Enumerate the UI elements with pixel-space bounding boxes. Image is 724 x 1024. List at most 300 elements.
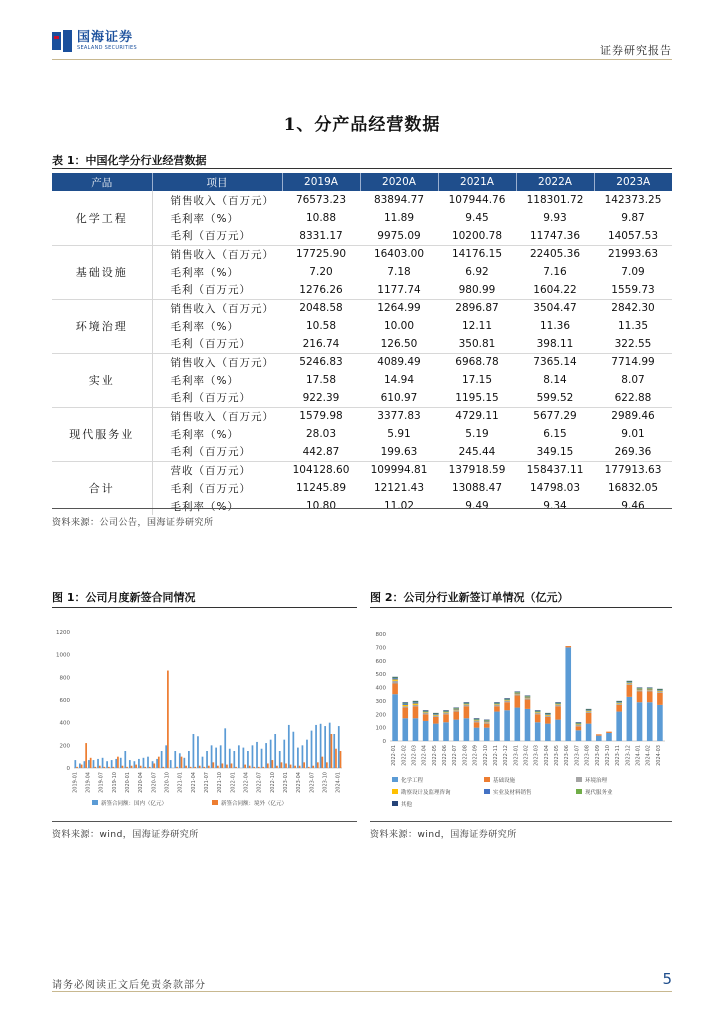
item-cell: 销售收入（百万元）	[152, 353, 282, 371]
product-group-cell: 合计	[52, 461, 152, 515]
stacked-bar-segment	[596, 736, 602, 741]
stacked-bar-segment	[525, 696, 531, 697]
stacked-bar-segment	[392, 681, 398, 684]
bar-overseas	[235, 767, 237, 768]
stacked-bar-segment	[657, 705, 663, 741]
bar-overseas	[303, 762, 305, 768]
stacked-bar-segment	[443, 714, 449, 722]
stacked-bar-segment	[443, 713, 449, 714]
stacked-bar-segment	[443, 722, 449, 741]
table-row	[52, 407, 672, 425]
item-cell: 毛利率（%）	[170, 428, 239, 441]
table-header-cell: 项目	[152, 173, 282, 191]
stacked-bar-segment	[474, 720, 480, 721]
logo-mark-icon	[52, 30, 72, 52]
bar-domestic	[124, 751, 126, 768]
table-row	[52, 299, 672, 317]
x-tick-label: 2022-04	[421, 745, 428, 766]
product-group-cell: 化学工程	[52, 191, 152, 245]
bar-domestic	[256, 742, 258, 768]
stacked-bar-segment	[586, 710, 592, 711]
bar-domestic	[179, 753, 181, 768]
bar-domestic	[233, 751, 235, 768]
x-tick-label: 2023-03	[533, 745, 540, 766]
x-tick-label: 2024-02	[645, 745, 652, 766]
bar-domestic	[333, 734, 335, 768]
stacked-bar-segment	[484, 720, 490, 721]
bar-overseas	[158, 757, 160, 768]
bar-overseas	[99, 766, 101, 768]
value-cell: 2842.30	[594, 299, 672, 317]
item-cell: 毛利（百万元）	[170, 446, 251, 459]
x-tick-label: 2020-10	[164, 772, 171, 793]
legend-swatch	[576, 789, 582, 794]
bar-overseas	[190, 767, 192, 768]
y-tick-label: 600	[59, 698, 70, 704]
stacked-bar-segment	[647, 690, 653, 691]
value-cell: 8.07	[621, 374, 645, 386]
stacked-bar-segment	[494, 712, 500, 741]
bar-domestic	[238, 745, 240, 768]
industry-orders-chart	[370, 614, 672, 818]
figure1-title-divider	[52, 607, 357, 608]
legend-swatch	[392, 801, 398, 806]
item-cell: 毛利（百万元）	[170, 284, 251, 297]
x-tick-label: 2023-04	[296, 772, 303, 793]
stacked-bar-segment	[453, 709, 459, 710]
stacked-bar-segment	[494, 704, 500, 705]
x-tick-label: 2023-01	[513, 745, 520, 766]
value-cell: 2989.46	[594, 407, 672, 425]
stacked-bar-segment	[647, 702, 653, 741]
bar-domestic	[111, 760, 113, 768]
stacked-bar-segment	[423, 721, 429, 741]
value-cell: 980.99	[458, 283, 496, 296]
stacked-bar-segment	[453, 708, 459, 709]
x-tick-label: 2020-01	[124, 772, 131, 793]
bar-domestic	[338, 726, 340, 768]
stacked-bar-segment	[525, 698, 531, 699]
value-cell: 216.74	[302, 337, 340, 350]
x-tick-label: 2020-04	[138, 772, 145, 793]
stacked-bar-segment	[433, 714, 439, 715]
product-group-cell: 基础设施	[52, 245, 152, 299]
value-cell: 10.00	[383, 320, 415, 332]
bar-domestic	[84, 761, 86, 768]
stacked-bar-segment	[616, 703, 622, 704]
stacked-bar-segment	[657, 693, 663, 705]
stacked-bar-segment	[423, 711, 429, 712]
bar-overseas	[94, 767, 96, 768]
bar-overseas	[285, 763, 287, 768]
stacked-bar-segment	[616, 702, 622, 703]
table-row	[52, 245, 672, 263]
x-tick-label: 2022-07	[256, 772, 263, 793]
stacked-bar-segment	[433, 713, 439, 714]
x-tick-label: 2021-10	[217, 772, 224, 793]
table-header-cell: 2022A	[516, 173, 594, 191]
value-cell: 9.34	[543, 500, 567, 512]
table-header-cell: 2019A	[282, 173, 360, 191]
stacked-bar-segment	[576, 724, 582, 725]
bar-overseas	[253, 767, 255, 768]
product-group-cell: 现代服务业	[52, 407, 152, 461]
x-tick-label: 2023-07	[309, 772, 316, 793]
stacked-bar-segment	[402, 703, 408, 704]
stacked-bar-segment	[423, 712, 429, 713]
bar-domestic	[197, 736, 199, 768]
stacked-bar-segment	[494, 702, 500, 703]
footer-divider	[52, 991, 672, 992]
stacked-bar-segment	[586, 711, 592, 712]
value-cell: 1177.74	[377, 283, 421, 296]
y-tick-label: 600	[375, 658, 386, 665]
stacked-bar-segment	[535, 712, 541, 713]
table-source: 资料来源：公司公告，国海证券研究所	[52, 518, 214, 528]
stacked-bar-segment	[586, 709, 592, 710]
stacked-bar-segment	[453, 710, 459, 711]
stacked-bar-segment	[392, 677, 398, 678]
bar-overseas	[113, 767, 115, 768]
stacked-bar-segment	[504, 699, 510, 700]
x-tick-label: 2019-10	[111, 772, 118, 793]
value-cell: 109994.81	[360, 461, 438, 479]
stacked-bar-segment	[616, 704, 622, 705]
bar-overseas	[203, 767, 205, 768]
value-cell: 599.52	[536, 391, 574, 404]
bar-overseas	[299, 766, 301, 768]
stacked-bar-segment	[443, 712, 449, 713]
stacked-bar-segment	[443, 712, 449, 713]
stacked-bar-segment	[464, 705, 470, 706]
bar-domestic	[329, 723, 331, 768]
legend-label: 环境治理	[585, 778, 608, 784]
stacked-bar-segment	[535, 710, 541, 711]
bar-domestic	[120, 758, 122, 768]
bar-overseas	[162, 767, 164, 768]
stacked-bar-segment	[474, 722, 480, 727]
stacked-bar-segment	[616, 712, 622, 741]
stacked-bar-segment	[525, 698, 531, 699]
stacked-bar-segment	[545, 717, 551, 724]
bar-overseas	[90, 758, 92, 768]
value-cell: 11.35	[617, 320, 649, 332]
bar-domestic	[188, 751, 190, 768]
bar-domestic	[243, 748, 245, 768]
bar-domestic	[147, 757, 149, 768]
bar-domestic	[302, 745, 304, 768]
value-cell: 11.89	[383, 212, 415, 224]
item-cell: 销售收入（百万元）	[152, 245, 282, 263]
value-cell: 349.15	[536, 445, 574, 458]
value-cell: 1195.15	[455, 391, 499, 404]
bar-domestic	[283, 740, 285, 768]
footer-disclaimer: 请务必阅读正文后免责条款部分	[52, 980, 206, 991]
bar-overseas	[167, 671, 169, 768]
stacked-bar-segment	[484, 720, 490, 721]
stacked-bar-segment	[515, 708, 521, 741]
stacked-bar-segment	[392, 677, 398, 678]
value-cell: 9.46	[621, 500, 645, 512]
stacked-bar-segment	[464, 718, 470, 741]
stacked-bar-segment	[464, 704, 470, 705]
stacked-bar-segment	[586, 712, 592, 713]
stacked-bar-segment	[565, 646, 571, 647]
value-cell: 142373.25	[604, 194, 662, 206]
bar-overseas	[331, 734, 333, 768]
bar-overseas	[267, 763, 269, 768]
bar-overseas	[176, 767, 178, 768]
x-tick-label: 2024-03	[655, 745, 662, 766]
bar-overseas	[85, 743, 87, 768]
y-tick-label: 300	[375, 698, 386, 705]
stacked-bar-segment	[616, 705, 622, 712]
figure1-title: 图 1：公司月度新签合同情况	[52, 591, 196, 604]
bar-overseas	[217, 766, 219, 768]
stacked-bar-segment	[402, 708, 408, 719]
stacked-bar-segment	[576, 722, 582, 723]
bar-overseas	[244, 765, 246, 768]
value-cell: 1559.73	[611, 283, 655, 296]
stacked-bar-segment	[433, 715, 439, 716]
stacked-bar-segment	[494, 704, 500, 705]
stacked-bar-segment	[637, 688, 643, 689]
value-cell: 9.45	[465, 212, 489, 224]
bar-domestic	[174, 751, 176, 768]
item-cell: 毛利（百万元）	[170, 338, 251, 351]
bar-overseas	[144, 767, 146, 768]
stacked-bar-segment	[433, 716, 439, 717]
legend-label: 其他	[401, 802, 413, 808]
value-cell: 10200.78	[451, 229, 503, 242]
bar-domestic	[297, 748, 299, 768]
value-cell: 10.58	[305, 320, 337, 332]
bar-domestic	[229, 749, 231, 768]
legend-swatch	[92, 800, 98, 805]
x-tick-label: 2022-05	[431, 745, 438, 766]
value-cell: 3504.47	[516, 299, 594, 317]
x-tick-label: 2019-04	[85, 772, 92, 793]
stacked-bar-segment	[555, 703, 561, 704]
x-tick-label: 2022-03	[411, 745, 418, 766]
bar-domestic	[224, 728, 226, 768]
stacked-bar-segment	[545, 714, 551, 715]
x-tick-label: 2022-01	[391, 745, 398, 766]
figure1-source: 资料来源：wind，国海证券研究所	[52, 830, 199, 840]
monthly-contracts-chart	[52, 614, 357, 818]
bar-domestic	[170, 760, 172, 768]
item-cell: 毛利率（%）	[170, 212, 239, 225]
x-tick-label: 2023-11	[615, 745, 622, 766]
legend-swatch	[212, 800, 218, 805]
bar-overseas	[226, 765, 228, 768]
stacked-bar-segment	[392, 683, 398, 694]
value-cell: 622.88	[614, 391, 652, 404]
value-cell: 4729.11	[438, 407, 516, 425]
value-cell: 158437.11	[516, 461, 594, 479]
bar-domestic	[152, 761, 154, 768]
bar-domestic	[193, 734, 195, 768]
stacked-bar-segment	[545, 716, 551, 717]
value-cell: 14.94	[383, 374, 415, 386]
stacked-bar-segment	[586, 713, 592, 724]
stacked-bar-segment	[453, 710, 459, 711]
product-group-cell: 实业	[52, 353, 152, 407]
y-tick-label: 700	[375, 645, 386, 652]
bar-overseas	[258, 767, 260, 768]
y-tick-label: 200	[375, 712, 386, 719]
value-cell: 9.01	[621, 428, 645, 440]
stacked-bar-segment	[616, 702, 622, 703]
x-tick-label: 2023-07	[574, 745, 581, 766]
stacked-bar-segment	[423, 710, 429, 711]
table-caption-divider	[52, 168, 672, 169]
bar-domestic	[88, 760, 90, 768]
value-cell: 21993.63	[594, 245, 672, 263]
value-cell: 107944.76	[448, 194, 506, 206]
stacked-bar-segment	[647, 688, 653, 689]
bar-domestic	[311, 731, 313, 768]
bar-overseas	[317, 762, 319, 768]
x-tick-label: 2023-04	[543, 745, 550, 766]
stacked-bar-segment	[627, 681, 633, 682]
bar-domestic	[220, 745, 222, 768]
stacked-bar-segment	[474, 718, 480, 719]
bar-overseas	[208, 766, 210, 768]
stacked-bar-segment	[413, 702, 419, 703]
bar-overseas	[103, 767, 105, 768]
value-cell: 610.97	[380, 391, 418, 404]
value-cell: 5246.83	[282, 353, 360, 371]
bar-overseas	[249, 766, 251, 768]
stacked-bar-segment	[402, 705, 408, 706]
x-tick-label: 2019-07	[98, 772, 105, 793]
table-header-cell: 2023A	[594, 173, 672, 191]
stacked-bar-segment	[402, 702, 408, 703]
x-tick-label: 2024-01	[335, 772, 342, 793]
stacked-bar-segment	[413, 704, 419, 705]
stacked-bar-segment	[484, 722, 490, 723]
stacked-bar-segment	[484, 728, 490, 741]
stacked-bar-segment	[515, 696, 521, 708]
bar-overseas	[140, 766, 142, 768]
x-tick-label: 2023-05	[554, 745, 561, 766]
stacked-bar-segment	[627, 685, 633, 697]
legend-label: 勘察设计及监理咨询	[401, 790, 451, 796]
bar-domestic	[183, 758, 185, 768]
y-tick-label: 200	[59, 743, 70, 750]
item-cell: 毛利率（%）	[170, 266, 239, 279]
value-cell: 8331.17	[299, 229, 343, 242]
value-cell: 1604.22	[533, 283, 577, 296]
bar-overseas	[181, 757, 183, 768]
value-cell: 1276.26	[299, 283, 343, 296]
value-cell: 76573.23	[295, 194, 347, 206]
stacked-bar-segment	[657, 690, 663, 691]
value-cell: 4089.49	[360, 353, 438, 371]
stacked-bar-segment	[504, 700, 510, 701]
value-cell: 11747.36	[529, 229, 581, 242]
stacked-bar-segment	[433, 724, 439, 741]
logo-name-en: SEALAND SECURITIES	[77, 44, 137, 51]
bar-overseas	[276, 766, 278, 768]
legend-label: 化学工程	[401, 778, 424, 784]
bar-domestic	[279, 751, 281, 768]
stacked-bar-segment	[535, 711, 541, 712]
x-tick-label: 2021-04	[190, 772, 197, 793]
value-cell: 6.15	[543, 428, 567, 440]
bar-domestic	[138, 759, 140, 768]
stacked-bar-segment	[637, 690, 643, 691]
stacked-bar-segment	[453, 712, 459, 720]
legend-swatch	[484, 789, 490, 794]
stacked-bar-segment	[433, 714, 439, 715]
bar-overseas	[199, 766, 201, 768]
stacked-bar-segment	[433, 717, 439, 724]
value-cell: 9975.09	[377, 229, 421, 242]
bar-domestic	[270, 740, 272, 768]
header-divider	[52, 59, 672, 60]
value-cell: 1264.99	[360, 299, 438, 317]
x-tick-label: 2023-02	[523, 745, 530, 766]
x-tick-label: 2019-01	[72, 772, 79, 793]
value-cell: 9.87	[621, 212, 645, 224]
legend-swatch	[392, 789, 398, 794]
legend-label: 现代服务业	[585, 790, 613, 796]
y-tick-label: 1000	[56, 652, 70, 659]
legend-swatch	[484, 777, 490, 782]
y-tick-label: 500	[375, 672, 386, 679]
company-logo	[52, 30, 137, 52]
stacked-bar-segment	[576, 730, 582, 741]
bar-overseas	[290, 765, 292, 768]
x-tick-label: 2022-07	[452, 745, 459, 766]
item-cell: 毛利率（%）	[170, 320, 239, 333]
stacked-bar-segment	[402, 706, 408, 707]
stacked-bar-segment	[474, 721, 480, 722]
stacked-bar-segment	[627, 683, 633, 684]
stacked-bar-segment	[576, 723, 582, 724]
legend-swatch	[392, 777, 398, 782]
stacked-bar-segment	[535, 722, 541, 741]
bar-overseas	[212, 762, 214, 768]
bar-overseas	[272, 760, 274, 768]
bar-overseas	[326, 762, 328, 768]
stacked-bar-segment	[545, 715, 551, 716]
bar-overseas	[185, 766, 187, 768]
bar-overseas	[222, 763, 224, 768]
stacked-bar-segment	[545, 713, 551, 714]
value-cell: 2048.58	[282, 299, 360, 317]
value-cell: 7.20	[309, 266, 333, 278]
x-tick-label: 2022-09	[472, 745, 479, 766]
stacked-bar-segment	[545, 714, 551, 715]
stacked-bar-segment	[423, 713, 429, 714]
stacked-bar-segment	[606, 733, 612, 741]
value-cell: 17.58	[305, 374, 337, 386]
value-cell: 6968.78	[438, 353, 516, 371]
bar-overseas	[135, 765, 137, 768]
stacked-bar-segment	[525, 697, 531, 698]
item-cell: 毛利（百万元）	[170, 482, 251, 495]
bar-overseas	[126, 767, 128, 768]
bar-domestic	[202, 757, 204, 768]
value-cell: 922.39	[302, 391, 340, 404]
value-cell: 350.81	[458, 337, 496, 350]
x-tick-label: 2023-01	[283, 772, 290, 793]
stacked-bar-segment	[443, 710, 449, 711]
value-cell: 8.14	[543, 374, 567, 386]
